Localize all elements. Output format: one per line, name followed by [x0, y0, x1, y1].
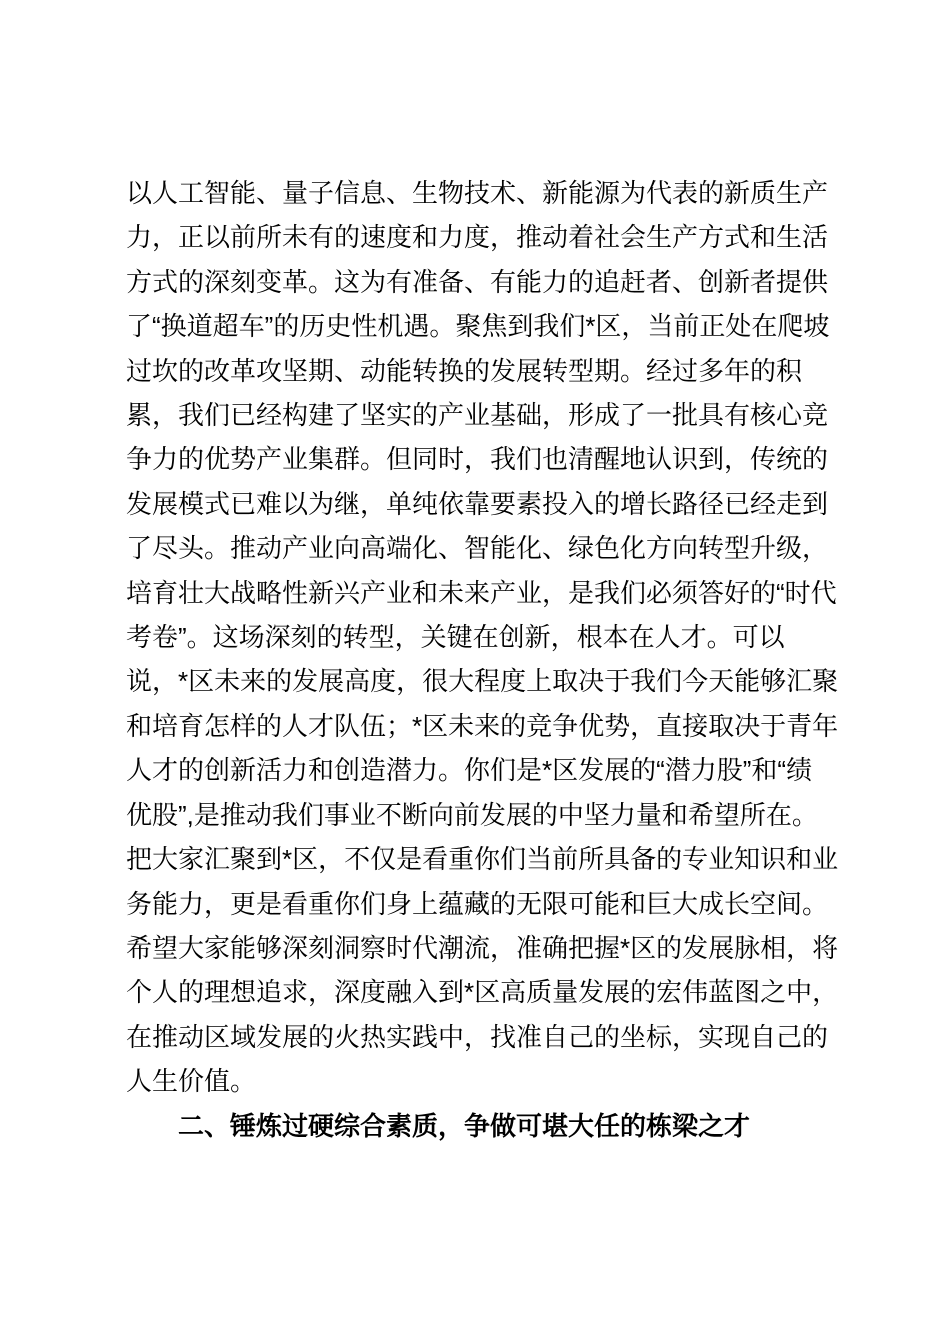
text-line: 以人工智能、量子信息、生物技术、新能源为代表的新质生产 — [126, 178, 829, 208]
text-line: 人才的创新活力和创造潜力。你们是*区发展的“潜力股”和“绩 — [126, 755, 813, 786]
text-line: 优股”,是推动我们事业不断向前发展的中坚力量和希望所在。 — [126, 799, 818, 830]
text-line: 培育壮大战略性新兴产业和未来产业，是我们必须答好的“时代 — [126, 577, 837, 608]
text-line: 了尽头。推动产业向高端化、智能化、绿色化方向转型升级， — [126, 533, 829, 564]
text-line: 希望大家能够深刻洞察时代潮流，准确把握*区的发展脉相，将 — [126, 932, 839, 963]
text-line: 过坎的改革攻坚期、动能转换的发展转型期。经过多年的积 — [126, 355, 803, 386]
text-line: 方式的深刻变革。这为有准备、有能力的追赶者、创新者提供 — [126, 266, 829, 297]
text-line: 了“换道超车”的历史性机遇。聚焦到我们*区，当前正处在爬坡 — [126, 311, 830, 342]
text-line: 和培育怎样的人才队伍；*区未来的竞争优势，直接取决于青年 — [126, 710, 839, 741]
text-line: 把大家汇聚到*区，不仅是看重你们当前所具备的专业知识和业 — [126, 844, 839, 875]
text-line: 说，*区未来的发展高度，很大程度上取决于我们今天能够汇聚 — [126, 666, 839, 697]
document-content — [126, 171, 838, 1148]
text-line: 争力的优势产业集群。但同时，我们也清醒地认识到，传统的 — [126, 444, 829, 475]
section-heading: 二、锤炼过硬综合素质，争做可堪大任的栋梁之才 — [178, 1110, 751, 1141]
text-line: 考卷”。这场深刻的转型，关键在创新，根本在人才。可以 — [126, 622, 785, 653]
text-line: 发展模式已难以为继，单纯依靠要素投入的增长路径已经走到 — [126, 488, 829, 519]
text-line: 人生价值。 — [126, 1066, 257, 1097]
body-paragraph — [126, 171, 838, 1104]
text-line: 务能力，更是看重你们身上蕴藏的无限可能和巨大成长空间。 — [126, 888, 829, 919]
text-line: 累，我们已经构建了坚实的产业基础，形成了一批具有核心竞 — [126, 400, 829, 431]
text-line: 力，正以前所未有的速度和力度，推动着社会生产方式和生活 — [126, 222, 829, 253]
text-line: 个人的理想追求，深度融入到*区高质量发展的宏伟蓝图之中， — [126, 977, 839, 1008]
text-line: 在推动区域发展的火热实践中，找准自己的坐标，实现自己的 — [126, 1021, 829, 1052]
